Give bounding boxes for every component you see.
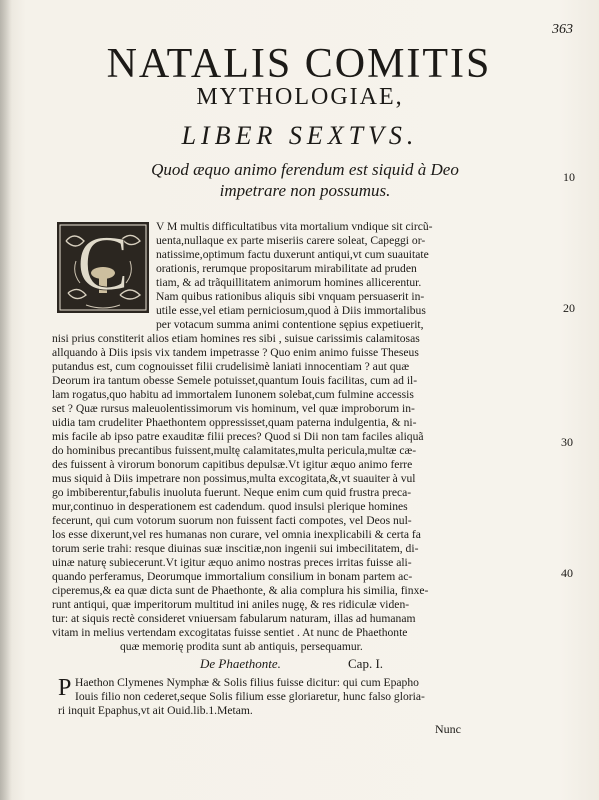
body-line: quæ memorię prodita sunt ab antiquis, persequamur.	[120, 640, 363, 653]
section-title: De Phaethonte.	[200, 656, 281, 671]
body-line: uidia tam crudeliter Phaethontem oppressisset,quam paterna indulgentia, & ni-	[52, 416, 417, 429]
binding-shadow	[0, 0, 12, 800]
body-line: orationis, rerumque propositarum mirabilitate ad pruden	[156, 262, 417, 275]
drop-cap-letter: C	[76, 221, 130, 306]
body-line: allquando à Diis ipsis vix tandem impetrasse ? Quo enim animo fuisse Theseus	[52, 346, 419, 359]
body-line: runt antiqui, quæ imperitorum multitud ini aniles nugę, & res ridiculæ viden-	[52, 598, 410, 611]
body-line: go imbiberentur,fabulis inuoluta fuerunt. Neque enim cum quid frustra preca-	[52, 486, 412, 499]
chapter-heading-line-1: Quod æquo animo ferendum est siquid à Deo	[151, 160, 459, 179]
body-line: mur,continuo in desperationem est cadendum. quod insulsi plerique homines	[52, 500, 408, 513]
body-line: los esse dixerunt,vel res humanas non curare, vel omnia inexplicabili & certa fa	[52, 528, 421, 541]
section-line: Iouis filio non cederet,seque Solis filium esse gloriaretur, hunc falso gloria-	[75, 690, 425, 703]
body-line: V M multis difficultatibus vita mortalium vndique sit circũ-	[156, 220, 433, 233]
body-line: utile esse,vel etiam perniciosum,quod à Diis immortalibus	[156, 304, 426, 317]
section-initial: P	[58, 675, 72, 701]
body-line: putandus est, cum cognouisset filii crudelisimè laniati innocentiam ? aut quæ	[52, 360, 410, 373]
body-line: des fuissent à virorum bonorum capitibus depulsæ.Vt igitur æquo animo ferre	[52, 458, 413, 471]
book-part-title: LIBER SEXTVS.	[181, 121, 419, 150]
body-line: mis facile ab ipso patre exauditæ filii preces? Quod si Dii non tam faciles aliquã	[52, 430, 424, 443]
body-line: do hominibus precantibus fuissent,multę calamitates,multa pericula,multæ cæ-	[52, 444, 417, 457]
body-line: mus siquid à Diis impetrare non possimus,multa excogitata,&,vt suauiter à vul	[52, 472, 416, 485]
page-number: 363	[552, 22, 573, 37]
margin-line-number: 10	[563, 170, 575, 184]
section-line: Haethon Clymenes Nymphæ & Solis filius fuisse dicitur: qui cum Epapho	[75, 676, 419, 689]
body-line: nisi prius constiterit alios etiam homines res sibi , suisue carissimis calamitosas	[52, 332, 420, 345]
body-line: vitam in melius vertendam excogitatas fuisse sentiet . At nunc de Phaethonte	[52, 626, 408, 639]
body-line: uinæ naturę subiecerunt.Vt igitur æquo animo nostras preces irritas fuisse ali-	[52, 556, 412, 569]
body-line: natissime,optimum factu duxerunt antiqui,vt cum suauitate	[156, 248, 429, 261]
margin-line-number: 40	[561, 566, 573, 580]
section-line: ri inquit Epaphus,vt ait Ouid.lib.1.Metam.	[58, 704, 253, 717]
body-line: fecerunt, qui cum votorum suorum non fuissent facti compotes, vel Deos nul-	[52, 514, 412, 527]
book-title: NATALIS COMITIS	[106, 41, 492, 87]
body-line: ciperemus,& ea quæ dicta sunt de Phaethonte, & alia complura his similia, finxe-	[52, 584, 429, 597]
body-line: tur: at siquis rectè consideret vniuersam fabularum naturam, illas ad humanam	[52, 612, 416, 625]
body-line: quando perferamus, Deorumque immortalium consilium in bonam partem ac-	[52, 570, 413, 583]
body-line: set ? Quæ rursus maleuolentissimorum vis hominum, vel quæ improborum in-	[52, 402, 415, 415]
catchword: Nunc	[435, 722, 461, 736]
body-line: Nam quibus rationibus aliquis sibi vnquam persuaserit in-	[156, 290, 425, 303]
margin-line-number: 30	[561, 435, 573, 449]
body-line: tiam, & ad trãquillitatem animorum homines allicerentur.	[156, 276, 422, 289]
body-line: Deorum ira tantum obesse Semele potuisset,quantum Iouis facilitas, cum ad il-	[52, 374, 418, 387]
body-line: lam rogatus,quo habitu ad immortalem Iunonem solebat,cum fulmine accessis	[52, 388, 414, 401]
book-subtitle: MYTHOLOGIAE,	[196, 84, 404, 110]
body-line: uenta,nullaque ex parte miseriis carere soleat, Capeggi or-	[156, 234, 426, 247]
chapter-heading-line-2: impetrare non possumus.	[219, 181, 391, 200]
body-line: torum serie trahi: resque diuinas suæ inscitiæ,non ingenii sui imbecilitatem, di-	[52, 542, 419, 555]
section-chapter-number: Cap. I.	[348, 656, 384, 671]
margin-line-number: 20	[563, 301, 575, 315]
ornamental-drop-cap	[56, 221, 150, 314]
body-line: per votacum summa animi contentione sępius expetiuerit,	[156, 318, 424, 331]
